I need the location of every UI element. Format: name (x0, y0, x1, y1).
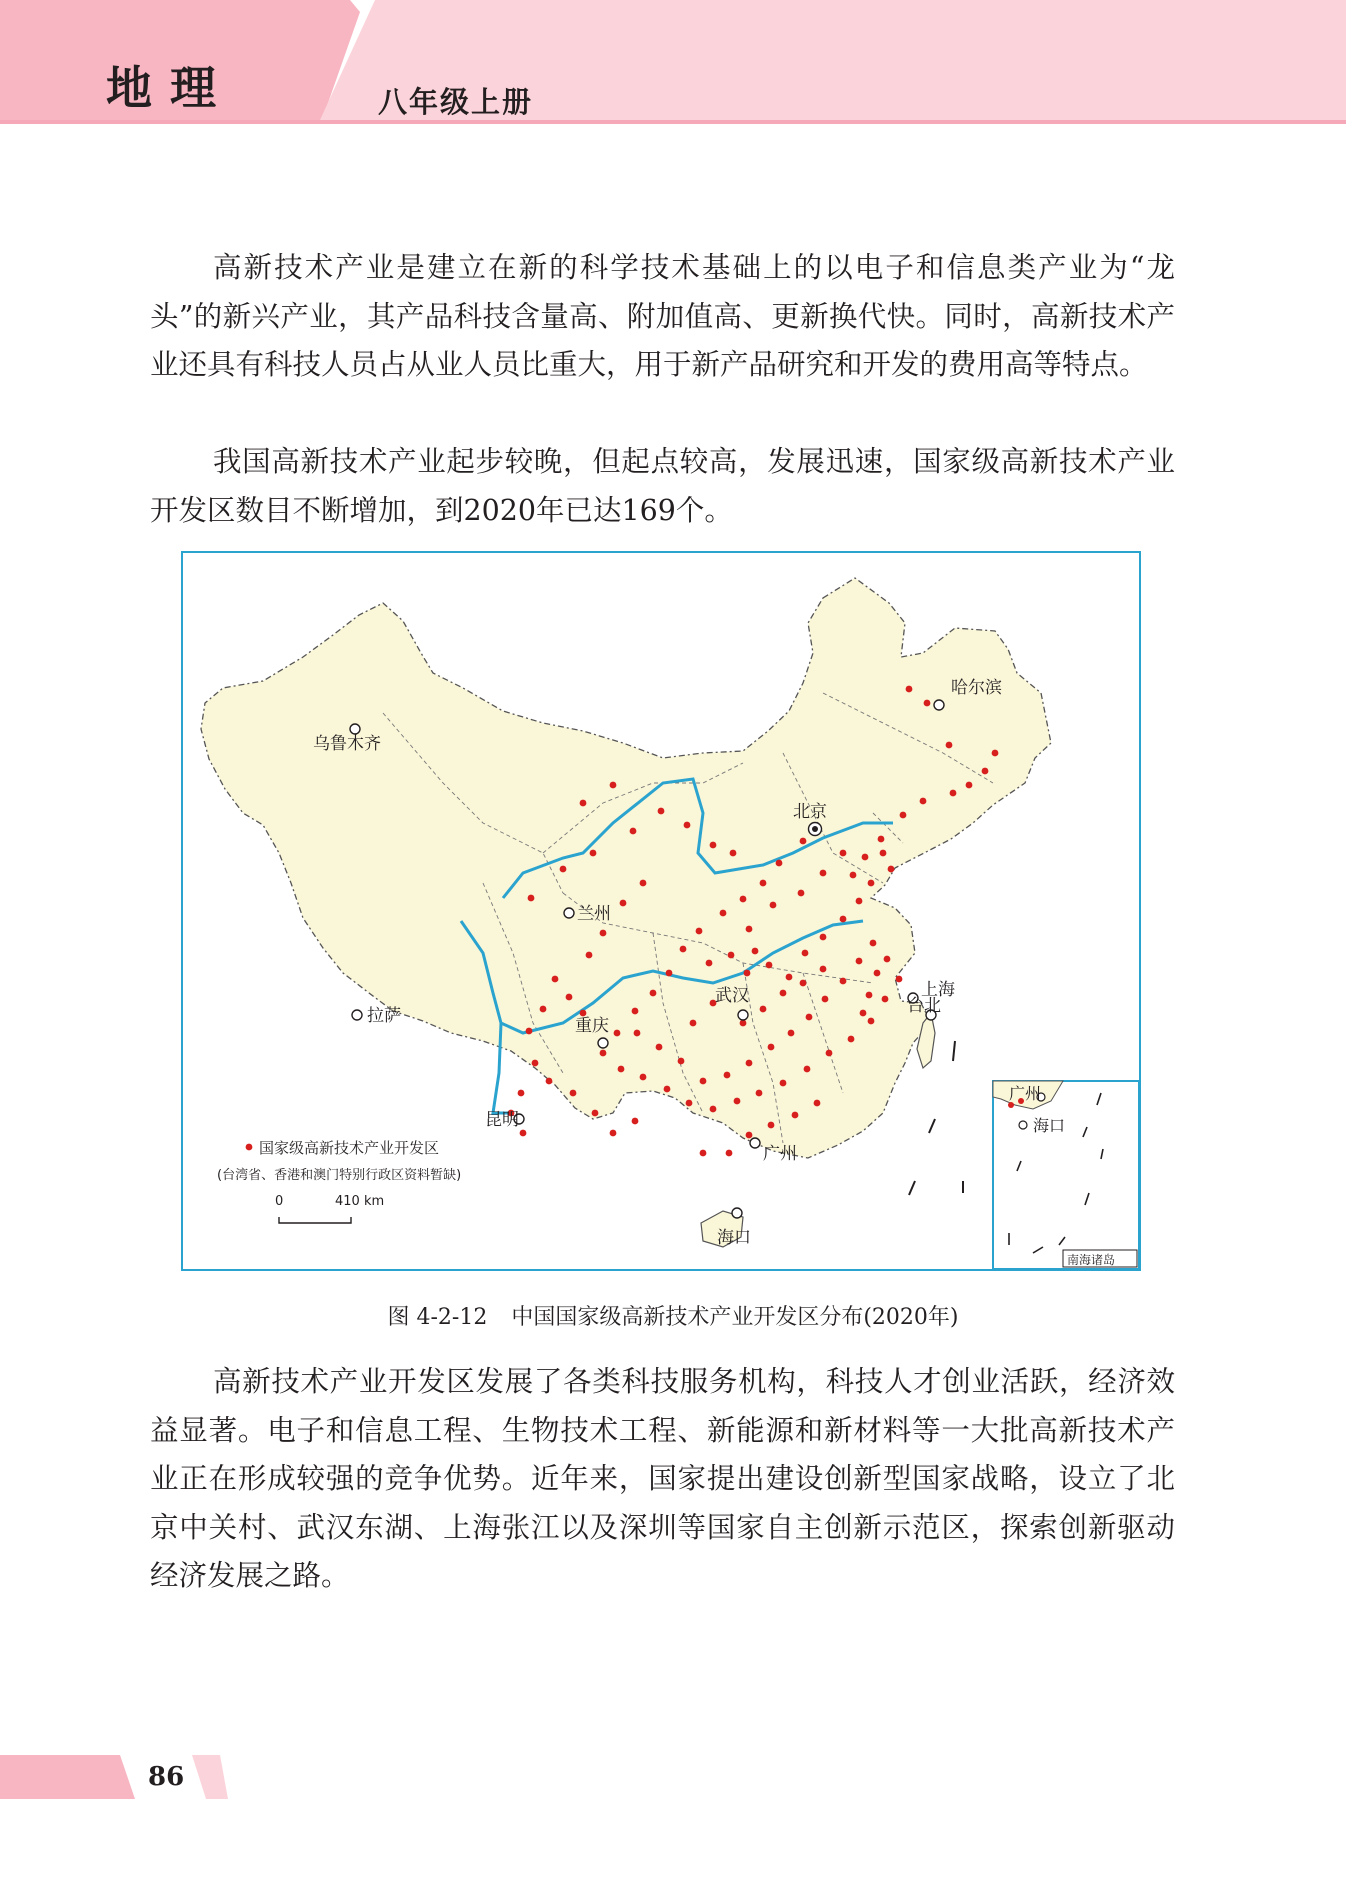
paragraph: 高新技术产业开发区发展了各类科技服务机构，科技人才创业活跃，经济效益显著。电子和信息工程、生物技术工程、新能源和新材料等一大批高新技术产业正在形成较强的竞争优势。近年来，国家提出建设创新型国家战略，设立了北京中关村、武汉东湖、上海张江以及深圳等国家自主创新示范区，探索创新驱动经济发展之路。 (150, 1365, 1175, 1592)
city-label-chongqing: 重庆 (575, 1016, 609, 1036)
lanzhou-marker (564, 908, 574, 918)
city-label-beijing: 北京 (793, 802, 827, 822)
paragraph: 高新技术产业是建立在新的科学技术基础上的以电子和信息类产业为“龙头”的新兴产业，其产品科技含量高、附加值高、更新换代快。同时，高新技术产业还具有科技人员占从业人员比重大，用于新产品研究和开发的费用高等特点。 (150, 251, 1175, 381)
city-label-kunming: 昆明 (485, 1110, 519, 1130)
chongqing-marker (598, 1038, 608, 1048)
inset-label-guangzhou: 广州 (1009, 1084, 1042, 1103)
scale-distance: 410 km (335, 1194, 385, 1209)
scale-zero: 0 (275, 1194, 284, 1209)
island-markers (909, 1041, 963, 1195)
scale-bar (275, 1194, 384, 1223)
lhasa-marker (352, 1010, 362, 1020)
legend-note: (台湾省、香港和澳门特别行政区资料暂缺) (217, 1168, 462, 1183)
subject-title: 地理 (106, 61, 234, 115)
header-underline (0, 120, 1346, 124)
inset-label: 南海诸岛 (1067, 1253, 1116, 1267)
figure-caption (0, 1300, 1346, 1331)
guangzhou-marker (750, 1138, 760, 1148)
footer-right-band (192, 1755, 228, 1799)
harbin-marker (934, 700, 944, 710)
page-number: 86 (148, 1762, 185, 1792)
china-map (183, 553, 1139, 1269)
page-header (0, 0, 1346, 124)
wuhan-marker (738, 1010, 748, 1020)
caption-text: 中国国家级高新技术产业开发区分布(2020年) (511, 1305, 959, 1330)
haikou-marker (732, 1208, 742, 1218)
city-label-urumqi: 乌鲁木齐 (313, 734, 381, 754)
city-label-taipei: 台北 (907, 996, 941, 1016)
legend-dot (246, 1144, 253, 1151)
map-figure (181, 551, 1141, 1271)
inset-label-haikou: 海口 (1033, 1116, 1066, 1135)
city-label-lanzhou: 兰州 (577, 904, 611, 924)
urumqi-marker (350, 724, 360, 734)
city-label-haikou: 海口 (717, 1228, 751, 1248)
caption-number: 图 4-2-12 (387, 1305, 488, 1330)
city-label-harbin: 哈尔滨 (951, 678, 1002, 698)
city-label-guangzhou: 广州 (763, 1144, 797, 1164)
book-title: 八年级上册 (378, 85, 534, 119)
beijing-marker (809, 823, 822, 836)
china-landmass (201, 578, 1051, 1158)
city-label-lhasa: 拉萨 (367, 1006, 401, 1026)
legend (217, 1139, 461, 1183)
city-label-shanghai: 上海 (921, 980, 955, 1000)
city-label-wuhan: 武汉 (715, 986, 749, 1006)
footer-left-band (0, 1755, 135, 1799)
legend-item-label: 国家级高新技术产业开发区 (259, 1139, 440, 1157)
paragraph: 我国高新技术产业起步较晚，但起点较高，发展迅速，国家级高新技术产业开发区数目不断增加，到2020年已达169个。 (150, 445, 1175, 527)
south-china-sea-inset (993, 1081, 1139, 1269)
